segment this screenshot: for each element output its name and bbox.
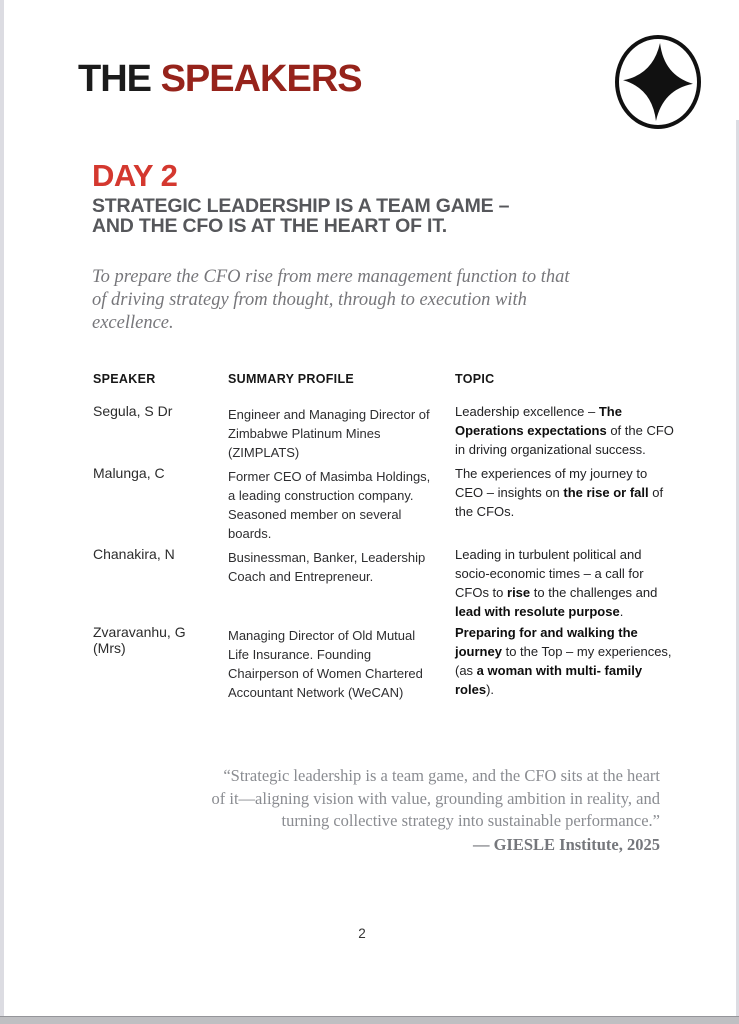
table-header-row [93,372,693,386]
speaker-topic: The experiences of my journey to CEO – insights on the rise or fall of the CFOs. [455,466,664,519]
day-subtitle-line-2: AND THE CFO IS AT THE HEART OF IT. [92,215,448,237]
table-row [93,623,693,702]
table-row [93,464,693,543]
speaker-topic: Preparing for and walking the journey to the Top – my experiences, (as a woman with multi- family roles). [455,625,672,697]
table-row [93,402,693,462]
column-header-speaker: SPEAKER [93,372,156,386]
speaker-topic: Leadership excellence – The Operations expectations of the CFO in driving organizational success. [455,404,674,457]
quote-line-2: of it—aligning vision with value, grounding ambition in reality, and [211,788,660,808]
speaker-name: Segula, S Dr [93,403,173,419]
speaker-profile: Businessman, Banker, Leadership Coach and Entrepreneur. [228,550,426,584]
speaker-name: Malunga, C [93,465,165,481]
page-title-accent: SPEAKERS [160,58,362,100]
column-header-summary-profile: SUMMARY PROFILE [228,372,355,386]
table-row [93,545,693,621]
speaker-name: Chanakira, N [93,546,175,562]
speakers-table [93,372,693,704]
quote-line-3: turning collective strategy into sustainable performance.” [281,811,660,830]
page-edge-left [0,0,4,1024]
speaker-name: Zvaravanhu, G (Mrs) [93,624,186,656]
speaker-topic: Leading in turbulent political and socio-economic times – a call for CFOs to rise to the challenges and lead with resolute purpose. [455,547,658,619]
page-title [78,58,362,100]
page-edge-bottom [0,1016,739,1024]
page-title-prefix: THE [78,58,151,100]
day-heading: DAY 2 [92,158,178,193]
speaker-profile: Former CEO of Masimba Holdings, a leading construction company. Seasoned member on several boards. [228,469,431,541]
intro-paragraph: To prepare the CFO rise from mere management function to that of driving strategy from thought, through to execution with excellence. [92,267,570,333]
quote-line-1: “Strategic leadership is a team game, and the CFO sits at the heart [223,766,660,785]
day-subtitle [92,196,509,236]
speaker-profile: Engineer and Managing Director of Zimbabwe Platinum Mines (ZIMPLATS) [228,407,430,460]
speaker-profile: Managing Director of Old Mutual Life Insurance. Founding Chairperson of Women Chartered Accountant Network (WeCAN) [228,628,423,700]
day-subtitle-line-1: STRATEGIC LEADERSHIP IS A TEAM GAME – [92,195,510,217]
quote-attribution: — GIESLE Institute, 2025 [472,834,660,854]
closing-quote [212,765,661,856]
page-number: 2 [358,926,366,941]
four-point-star-in-circle-icon [612,33,704,131]
column-header-topic: TOPIC [455,372,495,386]
